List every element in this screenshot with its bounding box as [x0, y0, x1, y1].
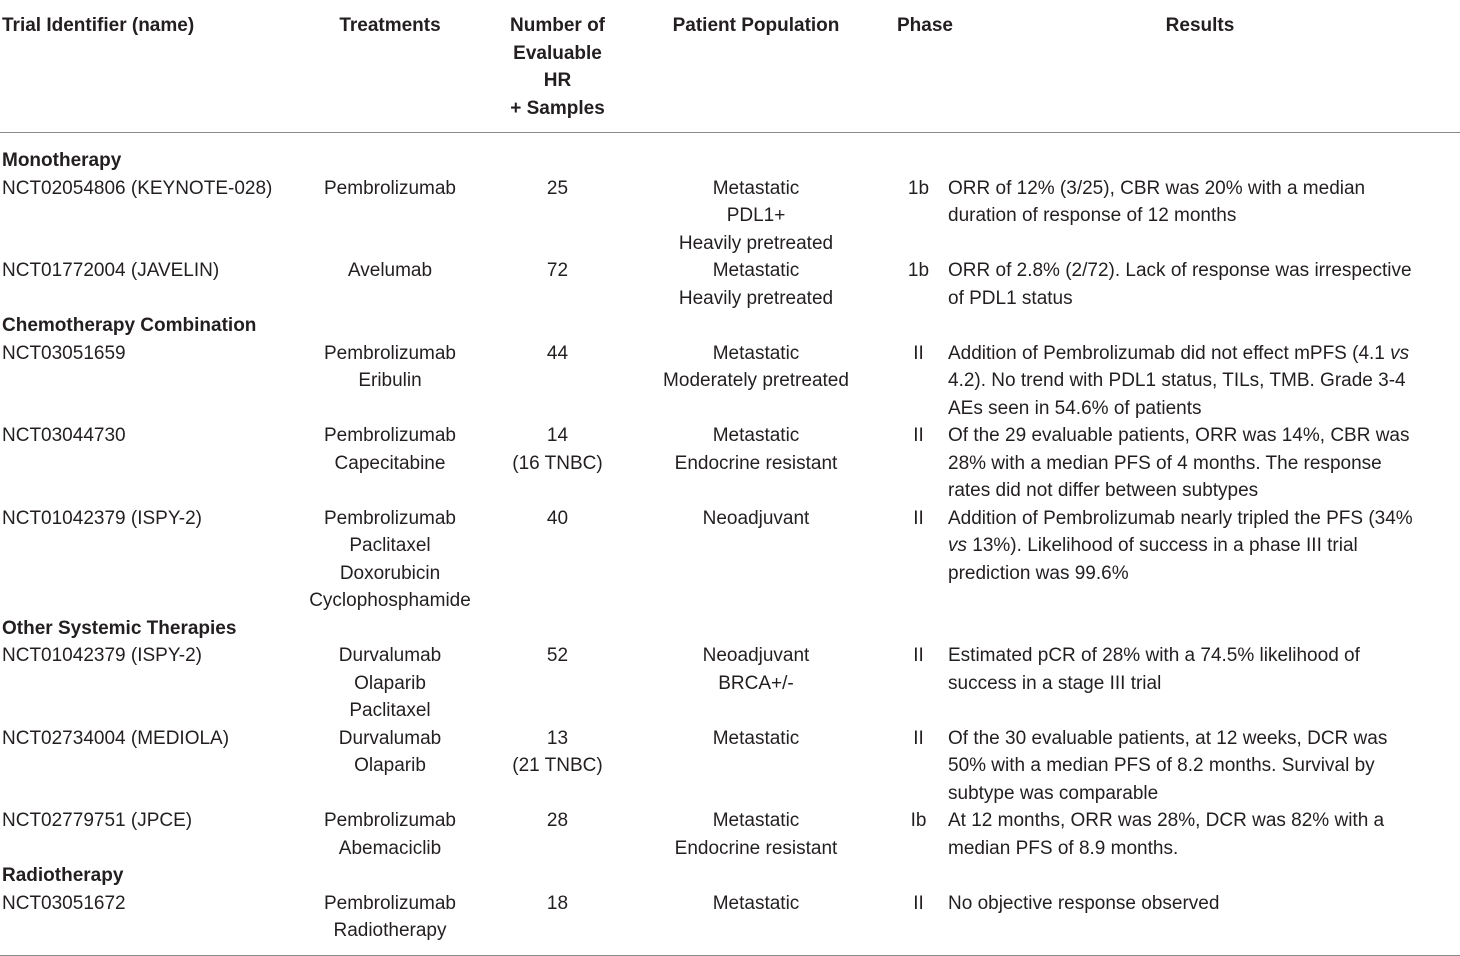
results-cell — [940, 807, 1460, 862]
results-line: median PFS of 8.9 months. — [948, 837, 1179, 859]
results-cell — [940, 505, 1460, 615]
table-row — [0, 505, 1460, 615]
treatments-cell — [280, 175, 500, 258]
samples-cell — [500, 807, 615, 862]
treatments-cell — [280, 257, 500, 312]
treatment-line: Radiotherapy — [333, 920, 447, 941]
trial-identifier-cell: NCT02054806 (KEYNOTE-028) — [2, 177, 273, 199]
header-row — [0, 0, 1460, 133]
samples-cell — [500, 725, 615, 808]
results-line: ORR of 12% (3/25), CBR was 20% with a median — [948, 177, 1366, 199]
samples-cell — [500, 890, 615, 956]
section-title: Radiotherapy — [2, 865, 124, 886]
treatment-line: Capecitabine — [334, 452, 446, 474]
results-line: 28% with a median PFS of 4 months. The response — [948, 452, 1382, 474]
results-line: prediction was 99.6% — [948, 562, 1129, 584]
samples-cell — [500, 505, 615, 615]
trial-identifier-cell: NCT03044730 — [2, 425, 126, 446]
treatment-line: Pembrolizumab — [324, 810, 456, 831]
population-line: Metastatic — [712, 260, 800, 281]
header-results: Results — [940, 0, 1460, 133]
treatment-line: Eribulin — [358, 370, 422, 391]
section-row — [0, 615, 1460, 643]
header-patient-population: Patient Population — [615, 0, 897, 133]
population-line: Neoadjuvant — [702, 507, 810, 529]
table-row — [0, 807, 1460, 862]
treatment-line: Pembrolizumab — [324, 892, 456, 914]
treatment-line: Durvalumab — [338, 727, 442, 749]
header-samples-line: + Samples — [510, 97, 605, 119]
treatments-cell — [280, 725, 500, 808]
samples-line: 18 — [546, 892, 569, 914]
results-line: duration of response of 12 months — [948, 205, 1237, 226]
samples-line: 13 — [546, 727, 569, 749]
population-cell — [615, 890, 897, 956]
section-row — [0, 133, 1460, 175]
results-cell — [940, 725, 1460, 808]
samples-cell — [500, 642, 615, 725]
treatments-cell — [280, 807, 500, 862]
results-line: subtype was comparable — [948, 782, 1159, 804]
table-row — [0, 642, 1460, 725]
treatment-line: Cyclophosphamide — [309, 590, 471, 611]
phase-cell: 1b — [907, 177, 930, 199]
population-cell — [615, 422, 897, 505]
table-row — [0, 340, 1460, 423]
header-samples-line: Evaluable HR — [513, 42, 602, 91]
results-line: 50% with a median PFS of 8.2 months. Survival by — [948, 755, 1375, 776]
phase-cell: II — [913, 645, 924, 666]
section-title: Other Systemic Therapies — [2, 617, 237, 639]
population-line: Metastatic — [712, 892, 800, 914]
population-line: Metastatic — [712, 727, 800, 749]
results-line: Addition of Pembrolizumab did not effect mPFS (4.1 vs — [948, 342, 1410, 364]
treatment-line: Doxorubicin — [339, 562, 441, 584]
results-line: success in a stage III trial — [948, 672, 1162, 694]
phase-cell: II — [913, 342, 924, 364]
section-row — [0, 312, 1460, 340]
samples-line: 28 — [546, 810, 569, 831]
population-cell — [615, 505, 897, 615]
results-line: Estimated pCR of 28% with a 74.5% likelihood of — [948, 645, 1360, 666]
population-line: Endocrine resistant — [674, 452, 838, 474]
samples-line: 25 — [546, 177, 569, 199]
treatment-line: Olaparib — [354, 672, 426, 694]
population-line: Metastatic — [712, 342, 800, 364]
treatment-line: Pembrolizumab — [324, 177, 456, 199]
results-line: ORR of 2.8% (2/72). Lack of response was irrespective — [948, 260, 1412, 281]
phase-cell: Ib — [910, 810, 927, 831]
samples-cell — [500, 340, 615, 423]
table-row — [0, 890, 1460, 956]
population-cell — [615, 175, 897, 258]
population-line: Heavily pretreated — [678, 287, 834, 309]
results-line: rates did not differ between subtypes — [948, 480, 1259, 501]
treatment-line: Paclitaxel — [349, 535, 431, 556]
results-line: Of the 29 evaluable patients, ORR was 14%, CBR was — [948, 425, 1410, 446]
trial-identifier-cell: NCT03051659 — [2, 342, 126, 364]
population-line: Metastatic — [712, 177, 800, 199]
samples-line: 72 — [546, 260, 569, 281]
section-title: Chemotherapy Combination — [2, 315, 257, 336]
treatments-cell — [280, 505, 500, 615]
header-treatments: Treatments — [280, 0, 500, 133]
section-row — [0, 862, 1460, 890]
samples-line: 44 — [546, 342, 569, 364]
treatment-line: Durvalumab — [338, 645, 442, 666]
samples-cell — [500, 175, 615, 258]
population-cell — [615, 340, 897, 423]
samples-line: 40 — [546, 507, 569, 529]
results-cell — [940, 890, 1460, 956]
trial-identifier-cell: NCT02734004 (MEDIOLA) — [2, 727, 230, 749]
trial-identifier-cell: NCT03051672 — [2, 892, 126, 914]
table-row — [0, 725, 1460, 808]
treatment-line: Olaparib — [354, 755, 426, 776]
treatment-line: Abemaciclib — [338, 837, 442, 859]
treatment-line: Pembrolizumab — [324, 507, 456, 529]
population-cell — [615, 642, 897, 725]
population-cell — [615, 257, 897, 312]
section-title: Monotherapy — [2, 150, 122, 171]
phase-cell: II — [913, 892, 924, 914]
header-samples-line: Number of — [510, 15, 605, 36]
population-line: Neoadjuvant — [702, 645, 810, 666]
samples-line: 14 — [546, 425, 569, 446]
population-cell — [615, 807, 897, 862]
results-cell — [940, 257, 1460, 312]
treatment-line: Pembrolizumab — [324, 342, 456, 364]
results-line: Of the 30 evaluable patients, at 12 weeks, DCR was — [948, 727, 1388, 749]
results-line: No objective response observed — [948, 892, 1220, 914]
samples-cell — [500, 422, 615, 505]
results-line: vs 13%). Likelihood of success in a phase III trial — [948, 535, 1358, 556]
header-trial-identifier: Trial Identifier (name) — [0, 0, 280, 133]
population-line: Metastatic — [712, 425, 800, 446]
results-line: At 12 months, ORR was 28%, DCR was 82% with a — [948, 810, 1385, 831]
results-line: Addition of Pembrolizumab nearly tripled the PFS (34% — [948, 507, 1413, 529]
header-samples — [500, 0, 615, 133]
table-row — [0, 422, 1460, 505]
population-cell — [615, 725, 897, 808]
table-row — [0, 257, 1460, 312]
phase-cell: 1b — [907, 260, 930, 281]
samples-line: (21 TNBC) — [512, 755, 603, 776]
treatment-line: Pembrolizumab — [324, 425, 456, 446]
header-phase: Phase — [897, 0, 940, 133]
table-body — [0, 133, 1460, 956]
treatment-line: Avelumab — [347, 260, 433, 281]
samples-line: (16 TNBC) — [512, 452, 603, 474]
treatments-cell — [280, 642, 500, 725]
samples-line: 52 — [546, 645, 569, 666]
trial-identifier-cell: NCT01042379 (ISPY-2) — [2, 507, 202, 529]
phase-cell: II — [913, 425, 924, 446]
results-cell — [940, 340, 1460, 423]
phase-cell: II — [913, 507, 924, 529]
trial-identifier-cell: NCT01042379 (ISPY-2) — [2, 645, 202, 666]
results-line: AEs seen in 54.6% of patients — [948, 397, 1202, 419]
population-line: Endocrine resistant — [674, 837, 838, 859]
table-row — [0, 175, 1460, 258]
results-line: of PDL1 status — [948, 287, 1073, 309]
phase-cell: II — [913, 727, 924, 749]
treatments-cell — [280, 890, 500, 956]
results-cell — [940, 175, 1460, 258]
results-cell — [940, 642, 1460, 725]
trial-identifier-cell: NCT02779751 (JPCE) — [2, 810, 193, 831]
population-line: Moderately pretreated — [663, 370, 849, 391]
treatment-line: Paclitaxel — [349, 700, 431, 721]
population-line: Heavily pretreated — [678, 232, 834, 254]
samples-cell — [500, 257, 615, 312]
trial-identifier-cell: NCT01772004 (JAVELIN) — [2, 260, 220, 281]
population-line: PDL1+ — [726, 205, 786, 226]
treatments-cell — [280, 422, 500, 505]
results-line: 4.2). No trend with PDL1 status, TILs, TMB. Grade 3-4 — [948, 370, 1406, 391]
population-line: BRCA+/- — [718, 672, 794, 694]
treatments-cell — [280, 340, 500, 423]
population-line: Metastatic — [712, 810, 800, 831]
results-cell — [940, 422, 1460, 505]
